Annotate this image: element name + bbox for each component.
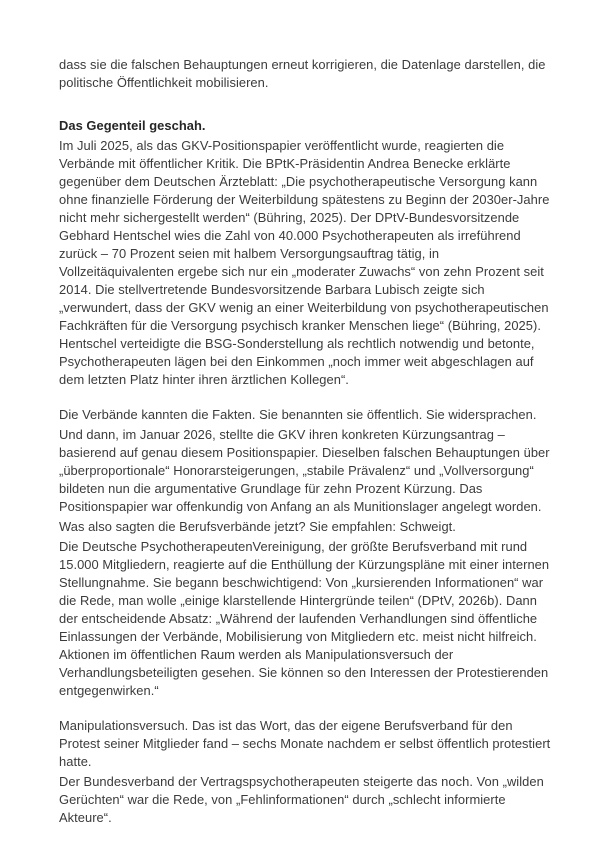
paragraph-january-2026-cut-request: Und dann, im Januar 2026, stellte die GKV ihren konkreten Kürzungsantrag – basierend auf genau diesem Positionspapier. Dieselben falschen Behauptungen über „überproportionale“ Honorarsteigerungen, „stabile Prävalenz“ und „Vollversorgung“ bildeten nun die argumentative Grundlage für zehn Prozent Kürzung. Das Positionspapier war offenkundig von Anfang an als Munitionslager angelegt worden. bbox=[59, 427, 550, 514]
paragraph-manipulation-word: Manipulationsversuch. Das ist das Wort, das der eigene Berufsverband für den Protest seiner Mitglieder fand – sechs Monate nachdem er selbst öffentlich protestiert hatte. bbox=[59, 718, 551, 769]
paragraph-continuation: dass sie die falschen Behauptungen erneut korrigieren, die Datenlage darstellen, die politische Öffentlichkeit mobilisieren. bbox=[59, 57, 546, 90]
paragraph-associations-question: Was also sagten die Berufsverbände jetzt? Sie empfahlen: Schweigt. bbox=[59, 519, 456, 534]
paragraph-bundesverband-reaction: Der Bundesverband der Vertragspsychotherapeuten steigerte das noch. Von „wilden Gerüchten“ war die Rede, von „Fehlinformationen“ durch „schlecht informierte Akteure“. bbox=[59, 774, 544, 825]
paragraph-dptv-statement: Die Deutsche PsychotherapeutenVereinigung, der größte Berufsverband mit rund 15.000 Mitgliedern, reagierte auf die Enthüllung der Kürzungspläne mit einer internen Stellungnahme. Sie begann beschwichtigend: Von „kursierenden Informationen“ war die Rede, man wolle „einige klarstellende Hintergründe teilen“ (DPtV, 2026b). Dann der entscheidende Absatz: „Während der laufenden Verhandlungen sind öffentliche Einlassungen der Verbände, Mobilisierung von Mitgliedern etc. meist nicht hilfreich. Aktionen im öffentlichen Raum werden als Manipulationsversuch der Verhandlungsbeteiligten gesehen. Sie können so den Interessen der Protestierenden entgegenwirken.“ bbox=[59, 539, 550, 698]
page-text-content bbox=[59, 56, 551, 827]
section-heading: Das Gegenteil geschah. bbox=[59, 118, 206, 133]
paragraph-july-2025-reactions: Im Juli 2025, als das GKV-Positionspapier veröffentlicht wurde, reagierten die Verbände mit öffentlicher Kritik. Die BPtK-Präsidentin Andrea Benecke erklärte gegenüber dem Deutschen Ärzteblatt: „Die psychotherapeutische Versorgung kann ohne finanzielle Förderung der Weiterbildung spätestens zu Beginn der 2030er-Jahre nicht mehr sichergestellt werden“ (Bühring, 2025). Der DPtV-Bundesvorsitzende Gebhard Hentschel wies die Zahl von 40.000 Psychotherapeuten als irreführend zurück – 70 Prozent seien mit halbem Versorgungsauftrag tätig, in Vollzeitäquivalenten ergebe sich nur ein „moderater Zuwachs“ von zehn Prozent seit 2014. Die stellvertretende Bundesvorsitzende Barbara Lubisch zeigte sich „verwundert, dass der GKV wenig an einer Weiterbildung von psychotherapeutischen Fachkräften für die Versorgung psychisch kranker Menschen liege“ (Bühring, 2025). Hentschel verteidigte die BSG-Sonderstellung als rechtlich notwendig und betonte, Psychotherapeuten lägen bei den Einkommen „noch immer weit abgeschlagen auf dem letzten Platz hinter ihren ärztlichen Kollegen“. bbox=[59, 138, 550, 387]
paragraph-facts-known: Die Verbände kannten die Fakten. Sie benannten sie öffentlich. Sie widersprachen. bbox=[59, 407, 537, 422]
